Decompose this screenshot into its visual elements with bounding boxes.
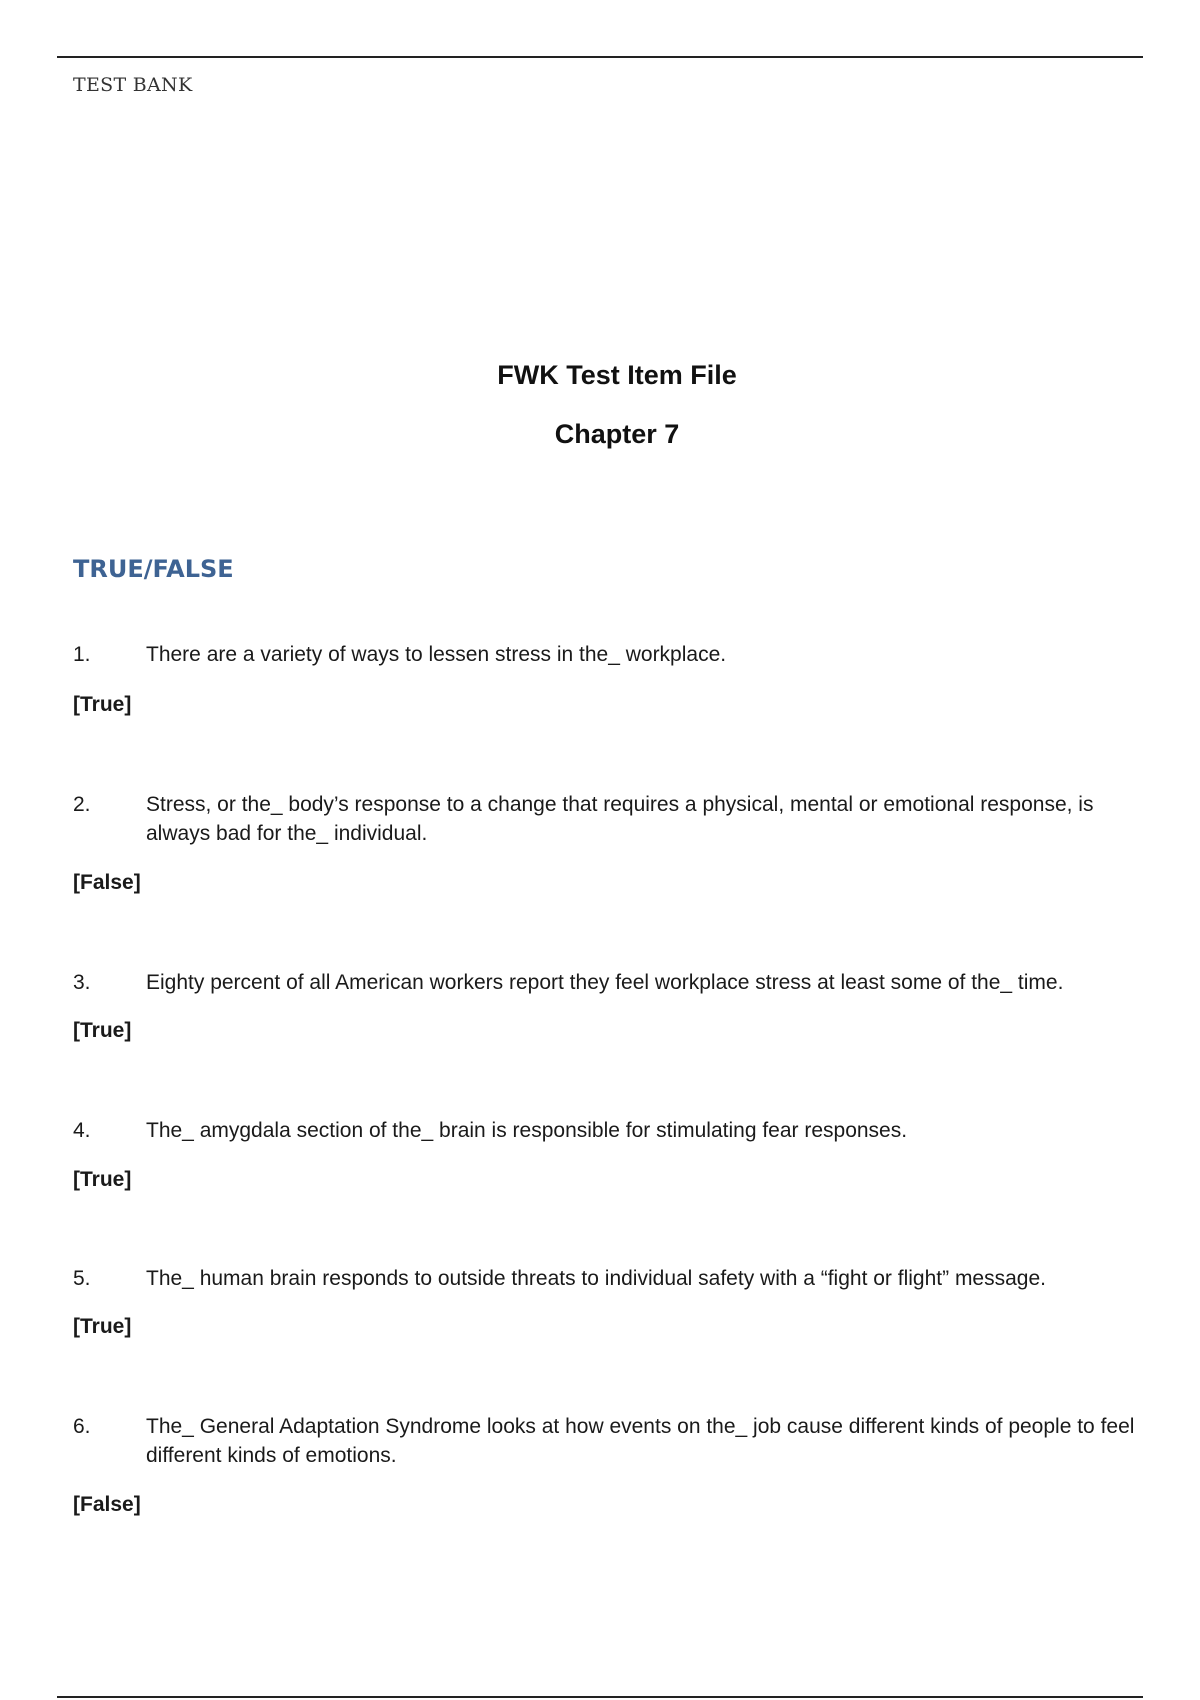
- header-rule: [57, 56, 1143, 58]
- chapter-heading: Chapter 7: [554, 419, 680, 449]
- question-item: [73, 640, 1153, 669]
- question-number: 1.: [73, 643, 91, 666]
- document-title: FWK Test Item File: [497, 360, 737, 390]
- question-item: [73, 1116, 1153, 1145]
- question-text: The_ General Adaptation Syndrome looks at how events on the_ job cause different kinds of people to feel different kinds of emotions.: [146, 1415, 1135, 1467]
- answer-label: [False]: [73, 1493, 141, 1516]
- question-text: Stress, or the_ body’s response to a change that requires a physical, mental or emotional response, is always bad for the_ individual.: [146, 793, 1094, 845]
- question-text: Eighty percent of all American workers report they feel workplace stress at least some of the_ time.: [146, 971, 1064, 994]
- question-number: 5.: [73, 1267, 91, 1290]
- answer-label: [True]: [73, 1019, 132, 1042]
- answer-label: [False]: [73, 871, 141, 894]
- question-number: 6.: [73, 1415, 91, 1438]
- question-text: The_ amygdala section of the_ brain is responsible for stimulating fear responses.: [146, 1119, 908, 1142]
- question-text: There are a variety of ways to lessen stress in the_ workplace.: [146, 643, 727, 666]
- running-header: TEST BANK: [73, 74, 193, 96]
- question-item: [73, 790, 1153, 848]
- question-item: [73, 968, 1153, 997]
- question-number: 3.: [73, 971, 91, 994]
- footer-rule: [57, 1696, 1143, 1698]
- question-item: [73, 1264, 1153, 1293]
- answer-label: [True]: [73, 1315, 132, 1338]
- question-item: [73, 1412, 1153, 1470]
- question-text: The_ human brain responds to outside threats to individual safety with a “fight or flight” message.: [146, 1267, 1046, 1290]
- section-heading: TRUE/FALSE: [73, 555, 234, 583]
- answer-label: [True]: [73, 693, 132, 716]
- answer-label: [True]: [73, 1168, 132, 1191]
- question-number: 4.: [73, 1119, 91, 1142]
- question-number: 2.: [73, 793, 91, 816]
